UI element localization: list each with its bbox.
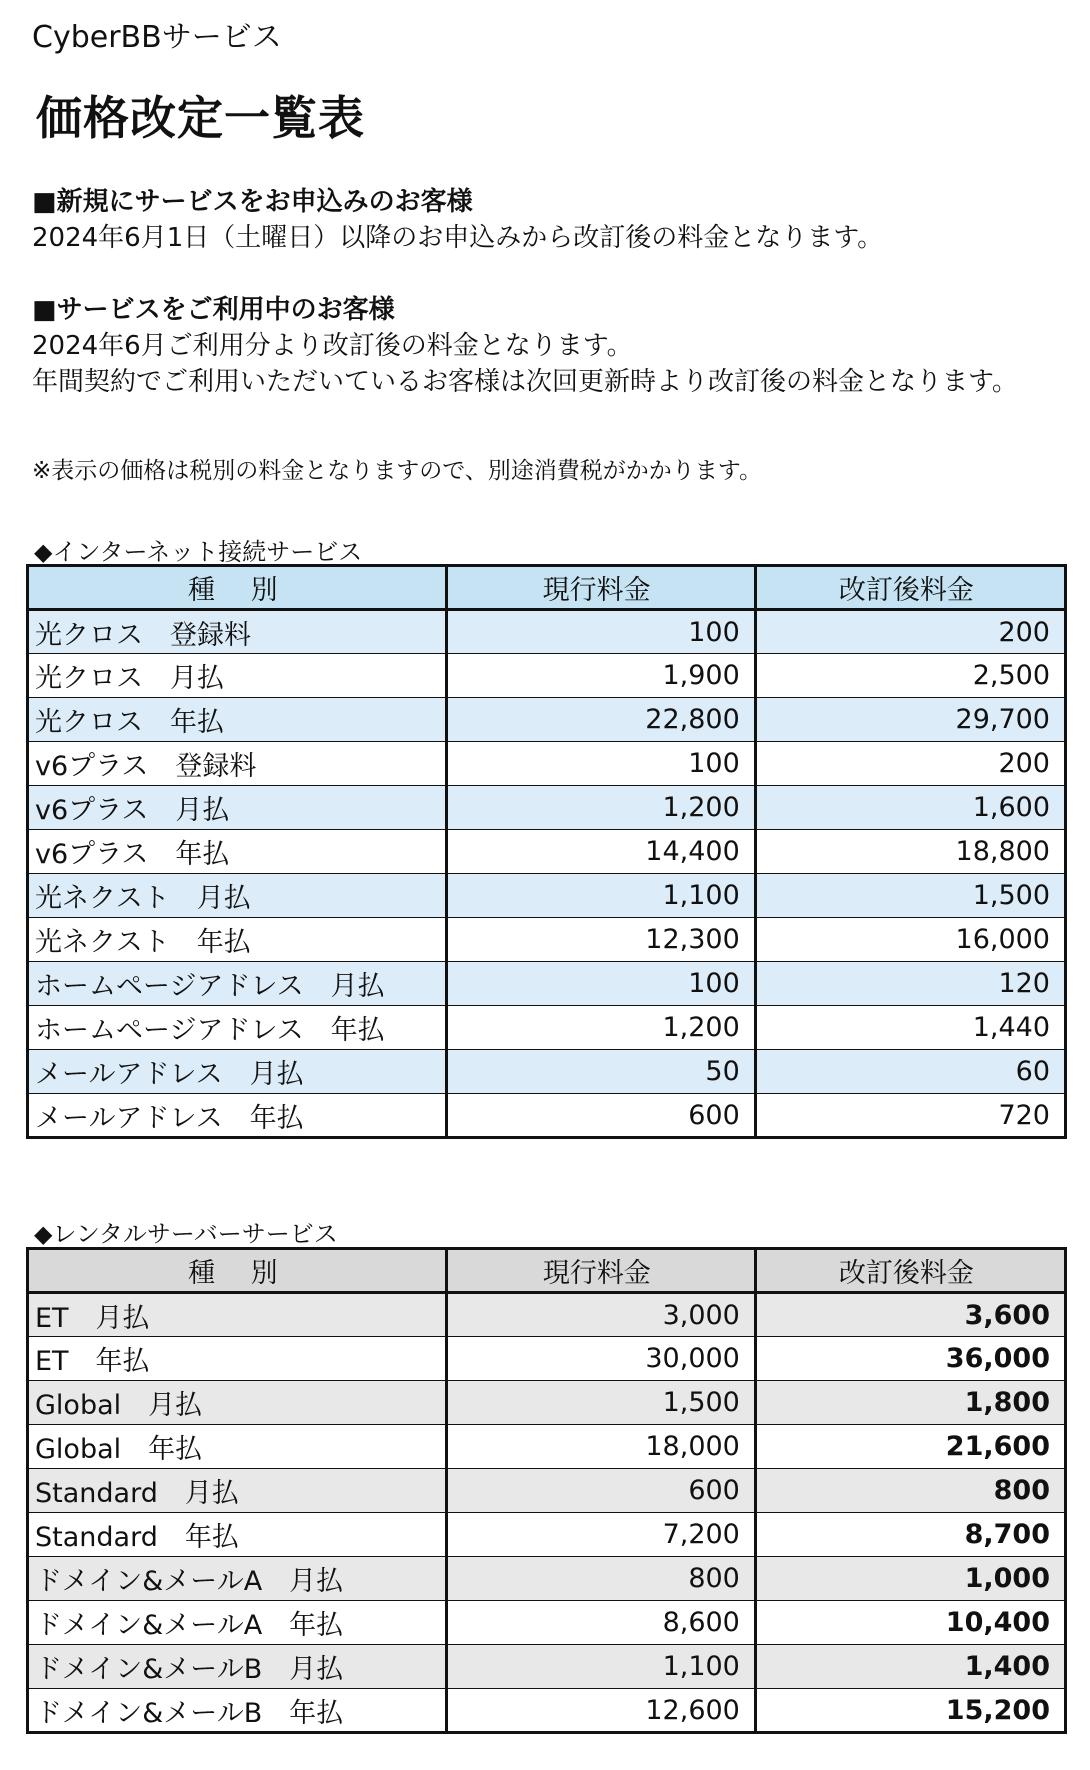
new-customers-notice: [32, 184, 883, 256]
cell-revised-price: 8,700: [755, 1513, 1065, 1557]
cell-type: ドメイン&メールA 年払: [28, 1601, 447, 1645]
service-name: CyberBBサービス: [32, 20, 282, 55]
cell-type: v6プラス 月払: [28, 786, 447, 830]
internet-price-table: [26, 564, 1067, 1139]
cell-type: 光クロス 年払: [28, 698, 447, 742]
cell-type: ホームページアドレス 年払: [28, 1006, 447, 1050]
table-row: [28, 830, 1066, 874]
cell-current-price: 22,800: [446, 698, 755, 742]
table-row: [28, 654, 1066, 698]
internet-section-label: ◆インターネット接続サービス: [34, 538, 363, 566]
table-row: [28, 1293, 1066, 1337]
cell-current-price: 100: [446, 742, 755, 786]
cell-current-price: 30,000: [446, 1337, 755, 1381]
cell-revised-price: 21,600: [755, 1425, 1065, 1469]
table-row: [28, 1513, 1066, 1557]
existing-customers-heading: ■サービスをご利用中のお客様: [32, 295, 395, 325]
cell-current-price: 14,400: [446, 830, 755, 874]
table-row: [28, 1006, 1066, 1050]
cell-current-price: 18,000: [446, 1425, 755, 1469]
column-header-current: 現行料金: [446, 1249, 755, 1293]
table-row: [28, 1689, 1066, 1733]
table-row: [28, 1557, 1066, 1601]
cell-revised-price: 10,400: [755, 1601, 1065, 1645]
table-row: [28, 698, 1066, 742]
cell-type: ET 年払: [28, 1337, 447, 1381]
new-customers-heading: ■新規にサービスをお申込みのお客様: [32, 187, 473, 217]
table-row: [28, 1425, 1066, 1469]
column-header-revised: 改訂後料金: [755, 566, 1065, 610]
cell-revised-price: 36,000: [755, 1337, 1065, 1381]
cell-current-price: 1,200: [446, 786, 755, 830]
cell-revised-price: 15,200: [755, 1689, 1065, 1733]
cell-revised-price: 1,500: [755, 874, 1065, 918]
cell-type: ホームページアドレス 月払: [28, 962, 447, 1006]
cell-revised-price: 1,440: [755, 1006, 1065, 1050]
new-customers-text: 2024年6月1日（土曜日）以降のお申込みから改訂後の料金となります。: [32, 223, 884, 253]
table-row: [28, 1050, 1066, 1094]
table-row: [28, 874, 1066, 918]
cell-current-price: 100: [446, 962, 755, 1006]
cell-revised-price: 60: [755, 1050, 1065, 1094]
table-row: [28, 1381, 1066, 1425]
cell-revised-price: 120: [755, 962, 1065, 1006]
cell-revised-price: 1,000: [755, 1557, 1065, 1601]
cell-type: ドメイン&メールB 年払: [28, 1689, 447, 1733]
cell-revised-price: 1,400: [755, 1645, 1065, 1689]
cell-revised-price: 1,800: [755, 1381, 1065, 1425]
rental-section-label: ◆レンタルサーバーサービス: [34, 1220, 338, 1248]
table-row: [28, 1645, 1066, 1689]
cell-type: Standard 月払: [28, 1469, 447, 1513]
table-row: [28, 1601, 1066, 1645]
cell-current-price: 600: [446, 1469, 755, 1513]
cell-revised-price: 29,700: [755, 698, 1065, 742]
cell-type: Standard 年払: [28, 1513, 447, 1557]
table-header-row: [28, 1249, 1066, 1293]
table-row: [28, 918, 1066, 962]
cell-type: ドメイン&メールA 月払: [28, 1557, 447, 1601]
cell-revised-price: 1,600: [755, 786, 1065, 830]
table-header-row: [28, 566, 1066, 610]
cell-current-price: 1,500: [446, 1381, 755, 1425]
page-title: 価格改定一覧表: [36, 91, 365, 145]
rental-price-table: [26, 1247, 1067, 1734]
cell-revised-price: 3,600: [755, 1293, 1065, 1337]
cell-type: メールアドレス 月払: [28, 1050, 447, 1094]
cell-type: v6プラス 年払: [28, 830, 447, 874]
cell-current-price: 800: [446, 1557, 755, 1601]
cell-current-price: 1,200: [446, 1006, 755, 1050]
cell-revised-price: 18,800: [755, 830, 1065, 874]
table-row: [28, 742, 1066, 786]
existing-customers-text-1: 2024年6月ご利用分より改訂後の料金となります。: [32, 331, 633, 361]
cell-revised-price: 200: [755, 742, 1065, 786]
cell-revised-price: 2,500: [755, 654, 1065, 698]
table-row: [28, 610, 1066, 654]
tax-note: ※表示の価格は税別の料金となりますので、別途消費税がかかります。: [32, 458, 762, 484]
cell-type: ドメイン&メールB 月払: [28, 1645, 447, 1689]
column-header-type: 種 別: [28, 566, 447, 610]
cell-revised-price: 720: [755, 1094, 1065, 1138]
table-row: [28, 786, 1066, 830]
cell-current-price: 1,100: [446, 1645, 755, 1689]
table-row: [28, 1094, 1066, 1138]
cell-type: メールアドレス 年払: [28, 1094, 447, 1138]
cell-current-price: 12,300: [446, 918, 755, 962]
column-header-current: 現行料金: [446, 566, 755, 610]
cell-current-price: 100: [446, 610, 755, 654]
cell-revised-price: 200: [755, 610, 1065, 654]
cell-current-price: 50: [446, 1050, 755, 1094]
cell-revised-price: 800: [755, 1469, 1065, 1513]
column-header-type: 種 別: [28, 1249, 447, 1293]
cell-current-price: 3,000: [446, 1293, 755, 1337]
column-header-revised: 改訂後料金: [755, 1249, 1065, 1293]
table-row: [28, 1469, 1066, 1513]
table-row: [28, 1337, 1066, 1381]
cell-type: Global 年払: [28, 1425, 447, 1469]
cell-current-price: 1,100: [446, 874, 755, 918]
existing-customers-notice: [32, 292, 1018, 400]
cell-type: v6プラス 登録料: [28, 742, 447, 786]
table-row: [28, 962, 1066, 1006]
cell-type: 光ネクスト 年払: [28, 918, 447, 962]
cell-type: ET 月払: [28, 1293, 447, 1337]
cell-current-price: 600: [446, 1094, 755, 1138]
cell-current-price: 1,900: [446, 654, 755, 698]
cell-type: Global 月払: [28, 1381, 447, 1425]
cell-current-price: 7,200: [446, 1513, 755, 1557]
cell-type: 光クロス 登録料: [28, 610, 447, 654]
cell-type: 光クロス 月払: [28, 654, 447, 698]
cell-revised-price: 16,000: [755, 918, 1065, 962]
cell-current-price: 12,600: [446, 1689, 755, 1733]
cell-current-price: 8,600: [446, 1601, 755, 1645]
existing-customers-text-2: 年間契約でご利用いただいているお客様は次回更新時より改訂後の料金となります。: [32, 367, 1018, 397]
cell-type: 光ネクスト 月払: [28, 874, 447, 918]
